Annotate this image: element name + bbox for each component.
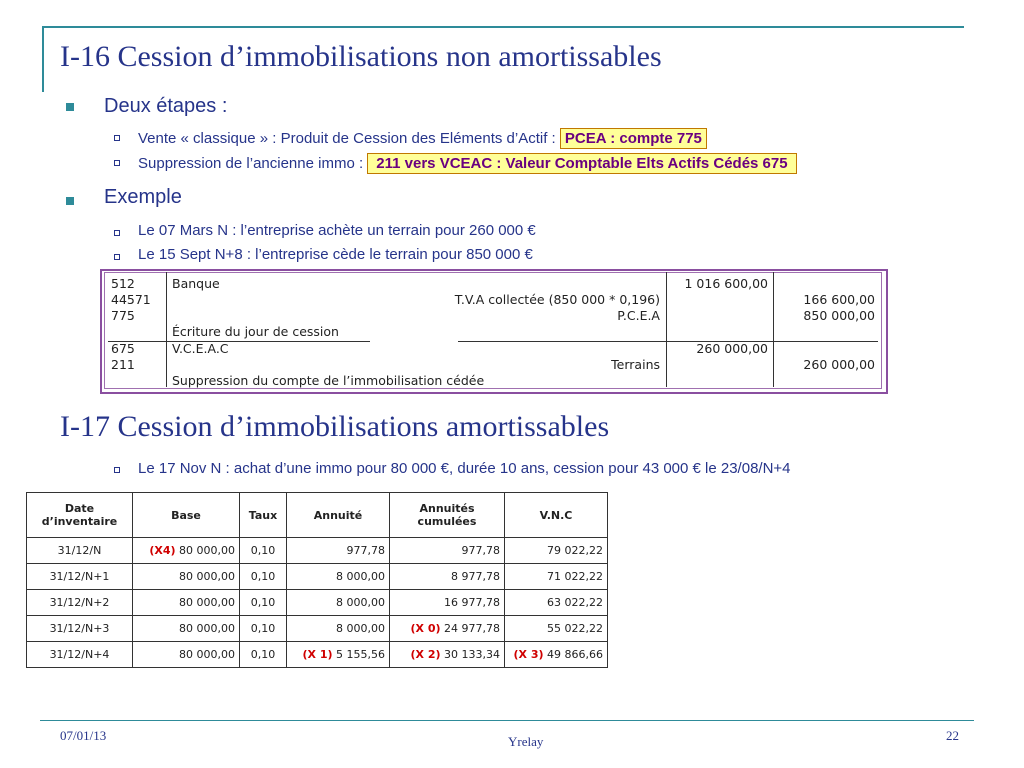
journal-credit: 850 000,00 (803, 308, 875, 323)
cell-value: 79 022,22 (547, 544, 603, 557)
col-header-annuite: Annuité (287, 493, 390, 538)
cell-value: 16 977,78 (444, 596, 500, 609)
cell-marker: (X 0) (410, 622, 441, 635)
cell-base (133, 616, 240, 642)
cell-annuite (287, 538, 390, 564)
journal-label-tva: T.V.A collectée (850 000 * 0,196) (454, 292, 660, 307)
cell-value: 30 133,34 (444, 648, 500, 661)
table-row (27, 538, 608, 564)
cell-cumul (390, 642, 505, 668)
cell-vnc (505, 616, 608, 642)
suppression-text: Suppression de l’ancienne immo : (138, 155, 364, 172)
cell-annuite (287, 616, 390, 642)
cell-cumul (390, 538, 505, 564)
cell-value: 0,10 (250, 570, 276, 583)
journal-account: 44571 (111, 292, 151, 307)
cell-value: 80 000,00 (179, 648, 235, 661)
cell-taux (240, 538, 287, 564)
journal-credit: 260 000,00 (803, 357, 875, 372)
cell-value: 0,10 (250, 596, 276, 609)
cell-taux (240, 590, 287, 616)
col-header-base: Base (133, 493, 240, 538)
vente-text: Vente « classique » : Produit de Cession des Eléments d’Actif : (138, 130, 556, 147)
cell-base (133, 590, 240, 616)
journal-col-rule (666, 272, 667, 387)
footer-page-number: 22 (946, 728, 959, 743)
sub-bullet-icon (114, 467, 120, 473)
bullet-exemple: Exemple (104, 186, 182, 208)
cell-taux (240, 642, 287, 668)
journal-account: 675 (111, 341, 135, 356)
table-row (27, 642, 608, 668)
cell-value: 31/12/N+1 (49, 570, 110, 583)
cell-base (133, 642, 240, 668)
cell-value: 80 000,00 (179, 570, 235, 583)
cell-marker: (X 1) (302, 648, 333, 661)
cell-date (27, 616, 133, 642)
journal-label-pcea: P.C.E.A (617, 308, 660, 323)
cell-annuite (287, 590, 390, 616)
footer-date: 07/01/13 (60, 728, 107, 743)
top-rule (42, 26, 964, 28)
sub-bullet-nov: Le 17 Nov N : achat d’une immo pour 80 000 €, durée 10 ans, cession pour 43 000 € le 23/08/N+4 (138, 460, 791, 477)
cell-value: 80 000,00 (179, 544, 235, 557)
sub-bullet-icon (114, 160, 120, 166)
cell-vnc (505, 590, 608, 616)
cell-value: 63 022,22 (547, 596, 603, 609)
cell-date (27, 590, 133, 616)
sub-bullet-vente (138, 128, 707, 149)
table-header-row (27, 493, 608, 538)
cell-value: 0,10 (250, 544, 276, 557)
cell-base (133, 564, 240, 590)
table-row (27, 564, 608, 590)
slide-title-i17: I-17 Cession d’immobilisations amortissables (60, 410, 610, 443)
cell-value: 8 000,00 (336, 596, 385, 609)
cell-date (27, 538, 133, 564)
amortization-table (26, 492, 608, 668)
cell-base (133, 538, 240, 564)
cell-value: 0,10 (250, 622, 276, 635)
col-header-taux: Taux (240, 493, 287, 538)
cell-value: 8 000,00 (336, 622, 385, 635)
journal-credit: 166 600,00 (803, 292, 875, 307)
cell-value: 31/12/N+4 (49, 648, 110, 661)
sub-bullet-icon (114, 230, 120, 236)
vceac-highlight: 211 vers VCEAC : Valeur Comptable Elts Actifs Cédés 675 (367, 153, 796, 174)
sub-bullet-cession: Le 15 Sept N+8 : l’entreprise cède le terrain pour 850 000 € (138, 246, 533, 263)
left-accent-bar (42, 28, 44, 92)
table-row (27, 616, 608, 642)
cell-value: 8 977,78 (451, 570, 500, 583)
cell-value: 31/12/N (57, 544, 102, 557)
journal-label-ecriture: Écriture du jour de cession (172, 324, 339, 339)
journal-separator-left (108, 341, 370, 342)
cell-value: 49 866,66 (547, 648, 603, 661)
cell-value: 8 000,00 (336, 570, 385, 583)
cell-value: 71 022,22 (547, 570, 603, 583)
cell-cumul (390, 616, 505, 642)
cell-value: 80 000,00 (179, 596, 235, 609)
bullet-square-icon (66, 103, 74, 111)
cell-value: 977,78 (346, 544, 385, 557)
cell-taux (240, 564, 287, 590)
table-row (27, 590, 608, 616)
cell-annuite (287, 642, 390, 668)
cell-marker: (X4) (149, 544, 176, 557)
col-header-vnc: V.N.C (505, 493, 608, 538)
cell-annuite (287, 564, 390, 590)
cell-marker: (X 3) (513, 648, 544, 661)
journal-account: 211 (111, 357, 135, 372)
cell-value: 80 000,00 (179, 622, 235, 635)
col-header-cumul: Annuités cumulées (390, 493, 505, 538)
journal-col-rule (773, 272, 774, 387)
sub-bullet-icon (114, 254, 120, 260)
footer-author: Yrelay (508, 734, 544, 749)
journal-label-terrains: Terrains (611, 357, 660, 372)
sub-bullet-icon (114, 135, 120, 141)
bullet-deux-etapes: Deux étapes : (104, 95, 228, 117)
cell-marker: (X 2) (410, 648, 441, 661)
cell-cumul (390, 564, 505, 590)
cell-date (27, 564, 133, 590)
footer-rule (40, 720, 974, 721)
cell-vnc (505, 564, 608, 590)
cell-cumul (390, 590, 505, 616)
slide-title-i16: I-16 Cession d’immobilisations non amortissables (60, 40, 662, 73)
journal-debit: 260 000,00 (696, 341, 768, 356)
cell-value: 5 155,56 (336, 648, 385, 661)
cell-value: 24 977,78 (444, 622, 500, 635)
cell-taux (240, 616, 287, 642)
cell-value: 31/12/N+2 (49, 596, 110, 609)
journal-label-suppression: Suppression du compte de l’immobilisation cédée (172, 373, 485, 388)
journal-label-banque: Banque (172, 276, 220, 291)
bullet-square-icon (66, 197, 74, 205)
cell-value: 0,10 (250, 648, 276, 661)
cell-vnc (505, 538, 608, 564)
cell-vnc (505, 642, 608, 668)
cell-value: 977,78 (461, 544, 500, 557)
journal-account: 775 (111, 308, 135, 323)
journal-col-rule (166, 272, 167, 387)
pcea-highlight: PCEA : compte 775 (560, 128, 707, 149)
col-header-date: Date d’inventaire (27, 493, 133, 538)
journal-debit: 1 016 600,00 (684, 276, 768, 291)
journal-account: 512 (111, 276, 135, 291)
cell-value: 55 022,22 (547, 622, 603, 635)
journal-separator-right (458, 341, 878, 342)
cell-date (27, 642, 133, 668)
journal-label-vceac: V.C.E.A.C (172, 341, 229, 356)
sub-bullet-suppression (138, 153, 797, 174)
sub-bullet-achat: Le 07 Mars N : l’entreprise achète un terrain pour 260 000 € (138, 222, 536, 239)
cell-value: 31/12/N+3 (49, 622, 110, 635)
